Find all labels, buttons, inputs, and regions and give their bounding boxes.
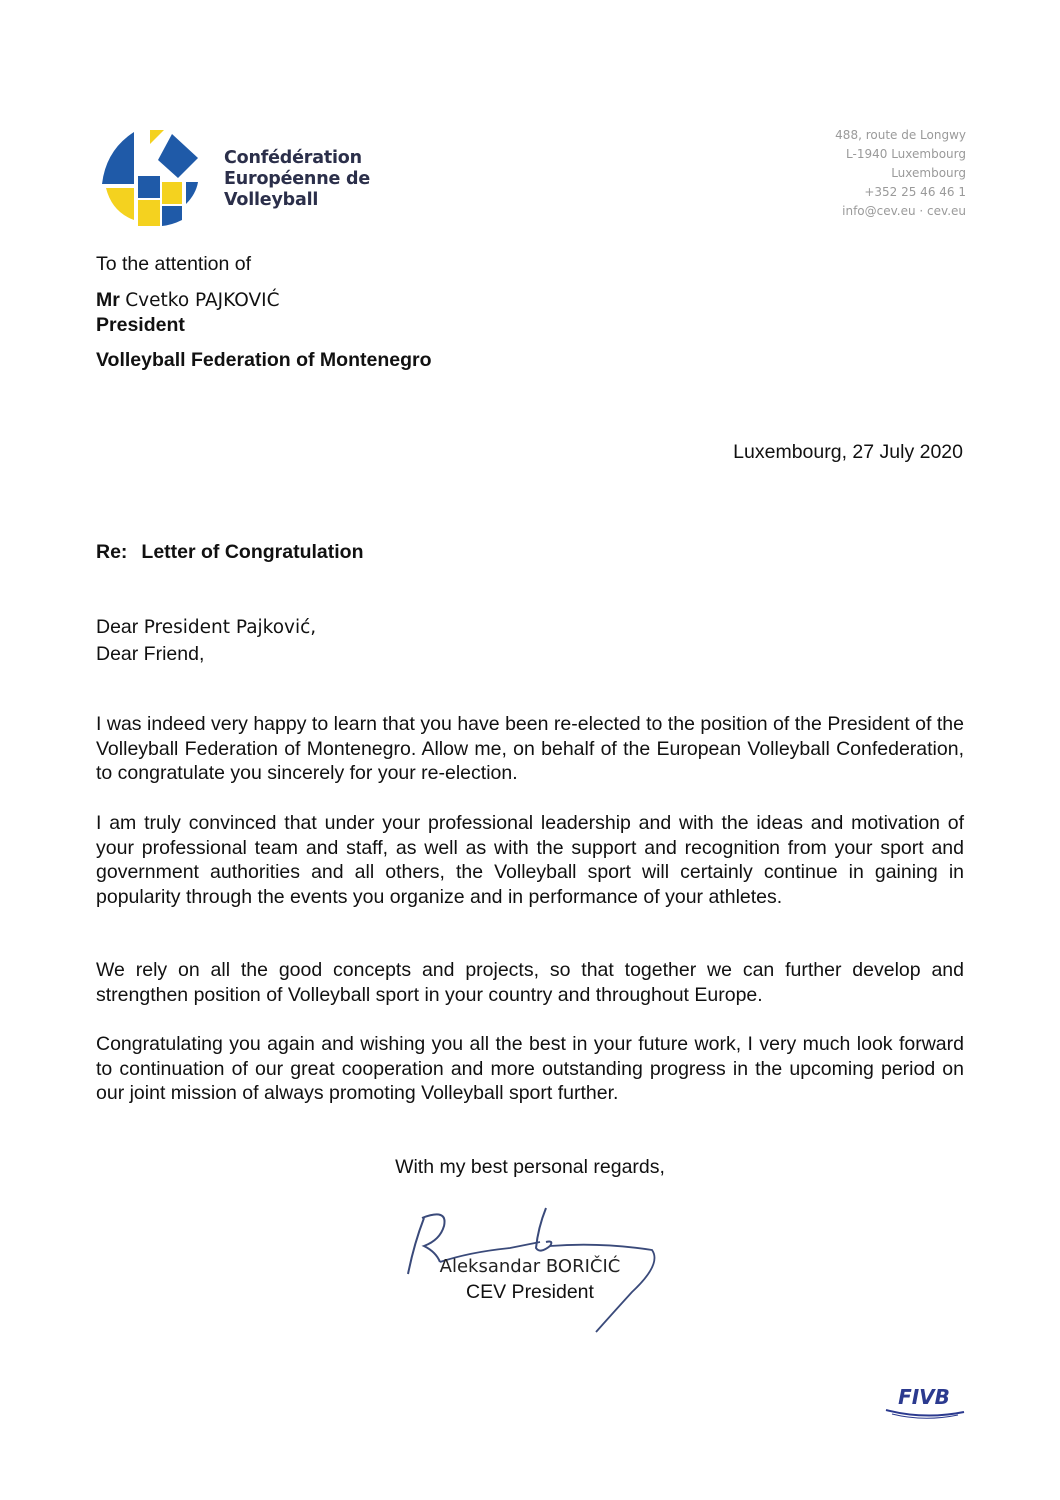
salutation-line-2: Dear Friend, — [96, 643, 205, 665]
attention-line: To the attention of — [96, 253, 252, 275]
subject-prefix: Re: — [96, 541, 128, 563]
salutation-name: President Pajković, — [143, 617, 317, 638]
org-name-line: Volleyball — [224, 190, 319, 210]
address-line: 488, route de Longwy — [835, 128, 966, 142]
recipient-title-prefix: Mr — [96, 289, 120, 311]
body-paragraph-2: I am truly convinced that under your professional leadership and with the ideas and motivation of your professional team and staff, as well as with the support and recognition from your sport and government authorities and all others, the Volleyball sport will certainly continue in gaining in popularity through the events you organize and in performance of your athletes. — [96, 812, 964, 908]
signer-name: Aleksandar BORIČIĆ — [439, 1256, 621, 1277]
body-paragraph-4: Congratulating you again and wishing you all the best in your future work, I very much look forward to continuation of our great cooperation and more outstanding progress in the upcoming period on our joint mission of always promoting Volleyball sport further. — [96, 1033, 964, 1104]
org-name-line: Européenne de — [224, 169, 371, 189]
closing-line: With my best personal regards, — [395, 1156, 665, 1178]
recipient-name-line — [96, 289, 280, 312]
contact-line: info@cev.eu · cev.eu — [842, 204, 966, 218]
letter-date: Luxembourg, 27 July 2020 — [733, 441, 963, 463]
subject-text: Letter of Congratulation — [141, 541, 364, 563]
recipient-name: Cvetko PAJKOVIĆ — [125, 290, 280, 311]
salutation — [96, 614, 316, 667]
body-paragraph-1: I was indeed very happy to learn that you have been re-elected to the position of the President of the Volleyball Federation of Montenegro. Allow me, on behalf of the European Volleyball Confederation, to congratulate you sincerely for your re-election. — [96, 713, 964, 784]
fivb-logo-text: FIVB — [898, 1385, 950, 1409]
subject-line — [96, 541, 364, 564]
address-line: +352 25 46 46 1 — [864, 185, 966, 199]
address-line: Luxembourg — [891, 166, 966, 180]
body-paragraph-3: We rely on all the good concepts and projects, so that together we can further develop and strengthen position of Volleyball sport in your country and throughout Europe. — [96, 959, 964, 1006]
address-block — [835, 126, 966, 221]
recipient-role: President — [96, 314, 185, 336]
recipient-organization: Volleyball Federation of Montenegro — [96, 349, 432, 371]
org-name-line: Confédération — [224, 148, 362, 168]
salutation-prefix: Dear — [96, 616, 139, 638]
fivb-logo-icon — [882, 1384, 966, 1420]
signer-title: CEV President — [466, 1281, 594, 1303]
org-name — [224, 148, 370, 211]
address-line: L-1940 Luxembourg — [846, 147, 966, 161]
cev-logo-icon — [100, 128, 202, 228]
